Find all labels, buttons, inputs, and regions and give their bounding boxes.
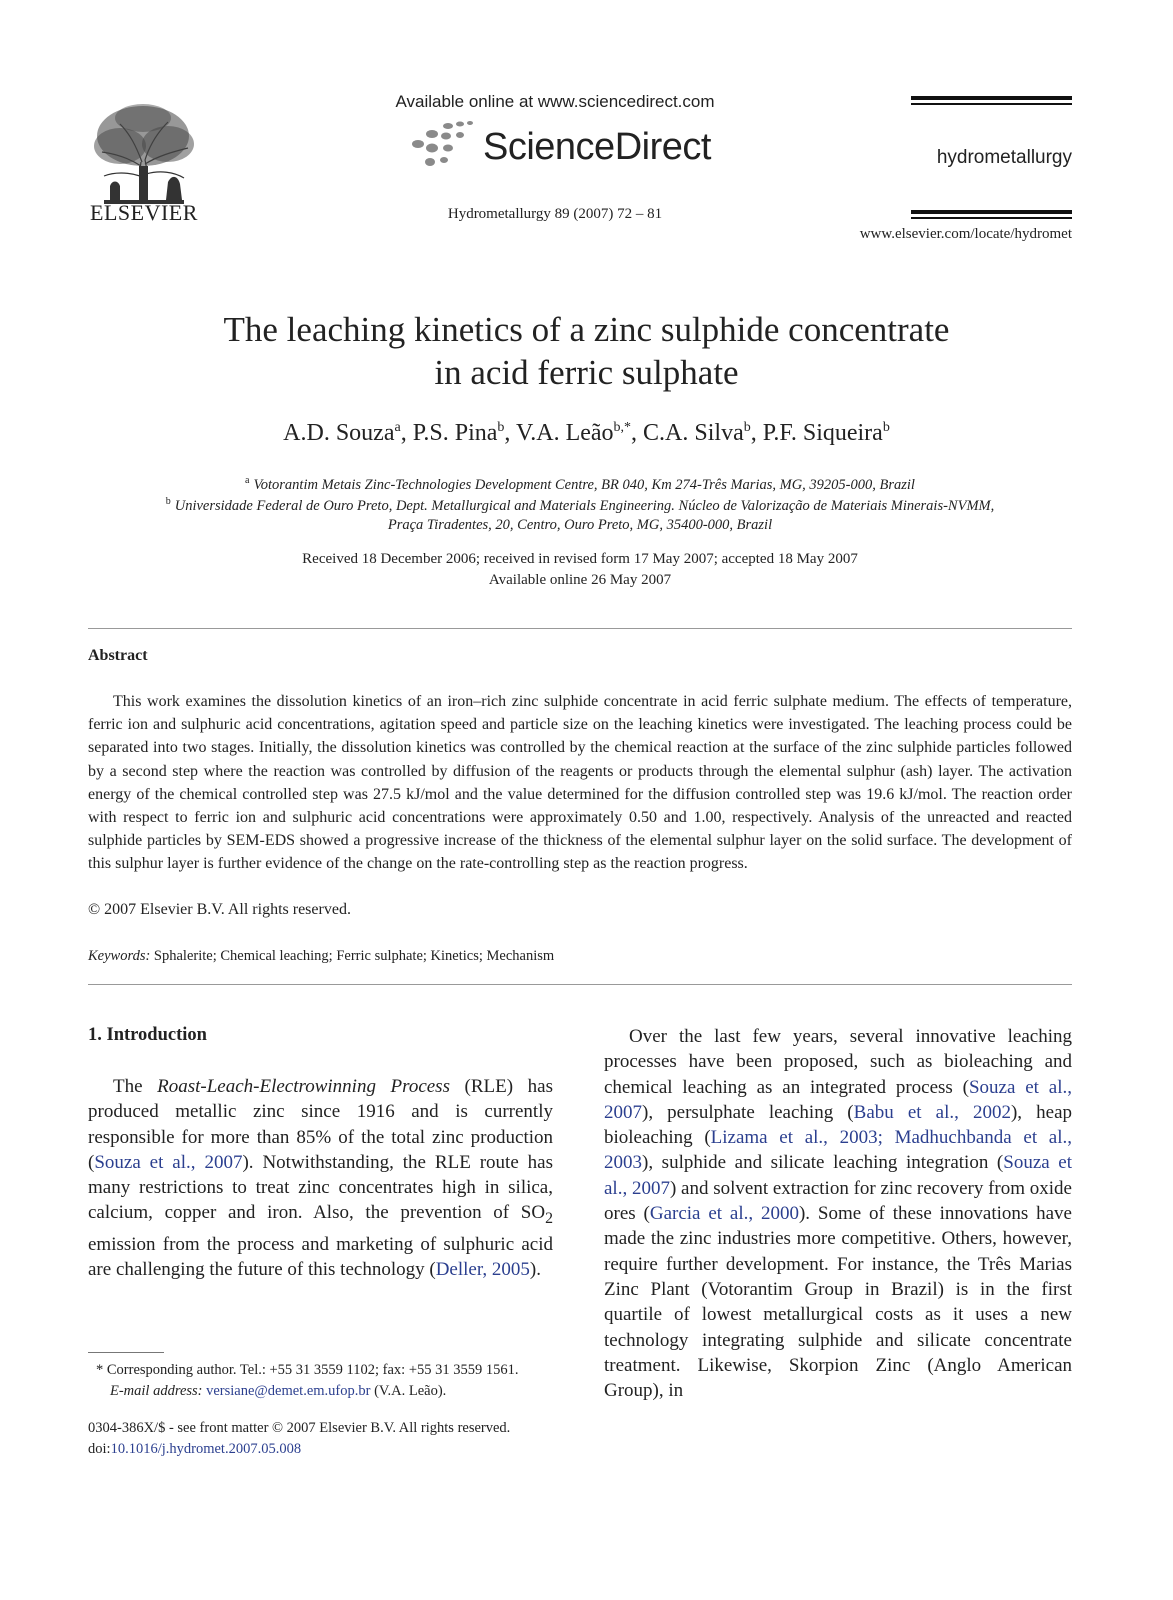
citation-link[interactable]: Deller, 2005 [435,1258,530,1280]
section-divider [88,628,1072,629]
citation-link[interactable]: Lizama et al., 2003; Madhuchbanda et al., 2003 [604,1127,1072,1174]
intro-paragraph [88,1074,553,1282]
affiliation-text: Universidade Federal de Ouro Preto, Dept. Metallurgical and Materials Engineering. Núcleo de Valorização de Materiais Minerais-NVMM, [174,497,995,514]
text-run: ). Notwithstanding, the RLE route has many restrictions to treat zinc concentrates high in silica, calcium, copper and iron. Also, the prevention of SO [88,1151,553,1224]
affiliation-continued: Praça Tiradentes, 20, Centro, Ouro Preto, MG, 35400-000, Brazil [387,517,773,533]
available-online-date: Available online 26 May 2007 [488,572,672,588]
author-name: P.S. Pina [412,420,498,446]
author-name: P.F. Siqueira [762,420,883,446]
text-run: ), sulphide and silicate leaching integration ( [642,1152,1004,1174]
keywords-label: Keywords: [88,948,151,964]
email-suffix: (V.A. Leão). [370,1383,447,1399]
email-link[interactable]: versiane@demet.em.ufop.br [206,1383,371,1399]
citation-link[interactable]: Souza et al., 2007 [604,1152,1072,1199]
issn-copyright: 0304-386X/$ - see front matter © 2007 Elsevier B.V. All rights reserved. [88,1420,511,1436]
keywords [88,948,554,965]
footnote-rule [88,1352,164,1353]
intro-left-column [88,1074,553,1282]
header-rule [911,96,1072,100]
text-run: emission from the process and marketing of sulphuric acid are challenging the future of this technology ( [88,1233,553,1280]
journal-citation: Hydrometallurgy 89 (2007) 72 – 81 [447,206,663,222]
author-name: A.D. Souza [283,420,395,446]
subscript: 2 [545,1210,553,1228]
intro-right-column [604,1024,1072,1403]
sciencedirect-wordmark: ScienceDirect [483,126,711,168]
author-affiliation-marker: b [497,420,505,435]
footnote-text: Corresponding author. Tel.: +55 31 3559 1102; fax: +55 31 3559 1561. [106,1362,519,1378]
author-affiliation-marker: a [394,420,401,435]
header-rule [911,217,1072,219]
title-line: in acid ferric sulphate [434,353,739,392]
affiliation-marker: a [245,475,250,486]
emphasis-text: Roast-Leach-Electrowinning Process [157,1076,450,1097]
journal-url-link[interactable]: www.elsevier.com/locate/hydromet [859,226,1072,242]
keywords-list: Sphalerite; Chemical leaching; Ferric sulphate; Kinetics; Mechanism [153,948,555,964]
citation-link[interactable]: Souza et al., 2007 [604,1076,1072,1123]
article-title [120,308,1053,394]
affiliation-text: Votorantim Metais Zinc-Technologies Development Centre, BR 040, Km 274-Três Marias, MG, 39205-000, Brazil [253,476,915,493]
author-name: V.A. Leão [516,420,614,446]
text-run: Over the last few years, several innovative leaching processes have been proposed, such as bioleaching and chemical leaching as an integrated process ( [604,1026,1072,1098]
header-rule [911,103,1072,105]
text-run: ), persulphate leaching ( [642,1101,854,1123]
text-run: The [113,1076,158,1097]
affiliation [88,475,1072,494]
journal-name: hydrometallurgy [936,147,1072,168]
sciencedirect-dots-icon [408,118,478,170]
title-line: The leaching kinetics of a zinc sulphide concentrate [223,310,950,349]
front-matter [88,1418,608,1460]
abstract-paragraph: This work examines the dissolution kinetics of an iron–rich zinc sulphide concentrate in acid ferric sulphate medium. The effects of temperature, ferric ion and sulphuric acid concentrations, agitation speed and particle size on the leaching kinetics were investigated. The leaching process could be separated into two stages. Initially, the dissolution kinetics was controlled by the chemical reaction at the surface of the zinc sulphide particles followed by a second step where the reaction was controlled by diffusion of the reagents or products through the elemental sulphur (ash) layer. The activation energy of the chemical controlled step was 27.5 kJ/mol and the value determined for the diffusion controlled step was 19.6 kJ/mol. The reaction order with respect to ferric ion and sulphuric acid concentrations were approximately 0.50 and 1.00, respectively. Analysis of the unreacted and reacted sulphide particles by SEM-EDS showed a progressive increase of the thickness of the elemental sulphur layer on the solid surface. The development of this sulphur layer is further evidence of the change on the rate-controlling step as the reaction progress. [88,693,1072,873]
citation-link[interactable]: Babu et al., 2002 [853,1101,1011,1123]
text-run: ). [529,1258,541,1280]
header-rule [911,210,1072,214]
doi-label: doi: [88,1441,111,1457]
text-run: (RLE) has produced metallic zinc since 1916 and is currently responsible for more than 85% of the total zinc production ( [88,1076,553,1173]
abstract-heading: Abstract [88,647,148,664]
abstract-body [88,690,1072,876]
section-heading: 1. Introduction [88,1025,207,1045]
author-name: C.A. Silva [643,420,744,446]
text-run: ) and solvent extraction for zinc recovery from oxide ores ( [604,1177,1072,1225]
author-list: A.D. Souza$^a$, P.S. Pina$^b$, V.A. Leão$^{b,*}$, C.A. Silva$^b$, P.F. Siqueira$^b$ [283,420,890,446]
citation-link[interactable]: Souza et al., 2007 [94,1151,243,1173]
elsevier-wordmark: ELSEVIER [90,200,198,225]
author-affiliation-marker: b [882,420,890,435]
received-dates: Received 18 December 2006; received in revised form 17 May 2007; accepted 18 May 2007 [302,551,858,567]
doi-link[interactable]: 10.1016/j.hydromet.2007.05.008 [110,1441,302,1457]
section-divider [88,984,1072,985]
affiliation-marker: b [165,496,171,507]
footnote-marker: * [96,1362,104,1378]
author-affiliation-marker: b,* [613,420,632,435]
affiliation [88,496,1072,515]
email-label: E-mail address: [110,1383,203,1399]
author-affiliation-marker: b [743,420,751,435]
text-run: ). Some of these innovations have made the zinc industries more competitive. Others, however, require further development. For instance, the Três Marias Zinc Plant (Votorantim Group in Brazil) is in the first quartile of lowest metallurgical costs as it uses a new technology integrating sulphide and silicate concentrate treatment. Likewise, Skorpion Zinc (Anglo American Group), in [604,1203,1072,1402]
available-online-text: Available online at www.sciencedirect.com [395,92,715,111]
intro-paragraph [604,1024,1072,1403]
citation-link[interactable]: Garcia et al., 2000 [649,1203,799,1225]
corresponding-author-footnote [88,1360,568,1402]
abstract-copyright: © 2007 Elsevier B.V. All rights reserved. [88,901,351,918]
text-run: ), heap bioleaching ( [604,1101,1073,1149]
